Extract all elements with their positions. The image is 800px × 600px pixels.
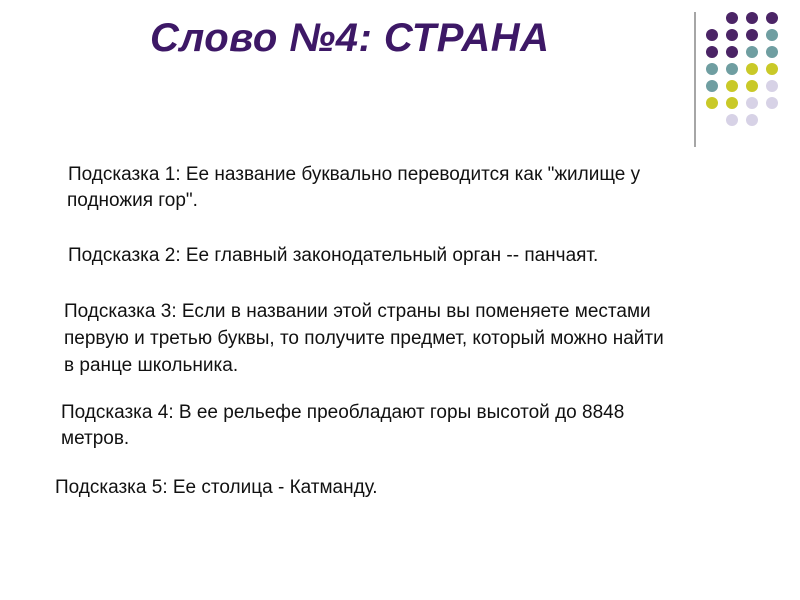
decor-dot-icon <box>726 63 738 75</box>
decor-dot-icon <box>726 114 738 126</box>
hint-3-line-2: первую и третью буквы, то получите предмет, который можно найти <box>64 328 664 349</box>
decor-dot-icon <box>746 80 758 92</box>
decor-dot-icon <box>726 46 738 58</box>
decor-dot-icon <box>746 46 758 58</box>
hint-4 <box>61 400 624 452</box>
decor-dot-icon <box>766 97 778 109</box>
decor-dot-icon <box>746 97 758 109</box>
hint-4-line-2: метров. <box>61 428 130 449</box>
decor-dot-icon <box>766 46 778 58</box>
hint-3-line-1: Подсказка 3: Если в названии этой страны вы поменяете местами <box>64 301 651 322</box>
decor-dot-icon <box>766 12 778 24</box>
decor-dot-icon <box>746 63 758 75</box>
decor-dot-icon <box>706 46 718 58</box>
hint-1-line-1: Подсказка 1: Ее название буквально переводится как "жилище у <box>68 164 641 185</box>
decor-dot-icon <box>726 97 738 109</box>
hint-4-line-1: Подсказка 4: В ее рельефе преобладают горы высотой до 8848 <box>61 402 625 423</box>
slide-title: Слово №4: СТРАНА <box>150 16 550 60</box>
hint-5-line-1: Подсказка 5: Ее столица - Катманду. <box>55 477 378 498</box>
decor-dot-icon <box>706 97 718 109</box>
decor-dot-icon <box>726 80 738 92</box>
hint-5 <box>55 475 378 501</box>
decor-dot-icon <box>766 29 778 41</box>
hint-1 <box>68 162 640 214</box>
decor-dot-icon <box>746 114 758 126</box>
decor-dot-icon <box>706 29 718 41</box>
decor-dot-icon <box>726 29 738 41</box>
hint-3 <box>64 298 664 379</box>
decor-dot-icon <box>766 80 778 92</box>
hint-2 <box>68 243 598 269</box>
decor-dot-icon <box>726 12 738 24</box>
hint-1-line-2: подножия гор". <box>67 190 198 211</box>
decor-dot-icon <box>746 29 758 41</box>
decor-dot-icon <box>706 63 718 75</box>
decorative-dot-grid <box>0 0 800 140</box>
decor-dot-icon <box>766 63 778 75</box>
hint-2-line-1: Подсказка 2: Ее главный законодательный орган -- панчаят. <box>68 245 599 266</box>
decor-dot-icon <box>746 12 758 24</box>
hint-3-line-3: в ранце школьника. <box>64 355 239 376</box>
decor-dot-icon <box>706 80 718 92</box>
